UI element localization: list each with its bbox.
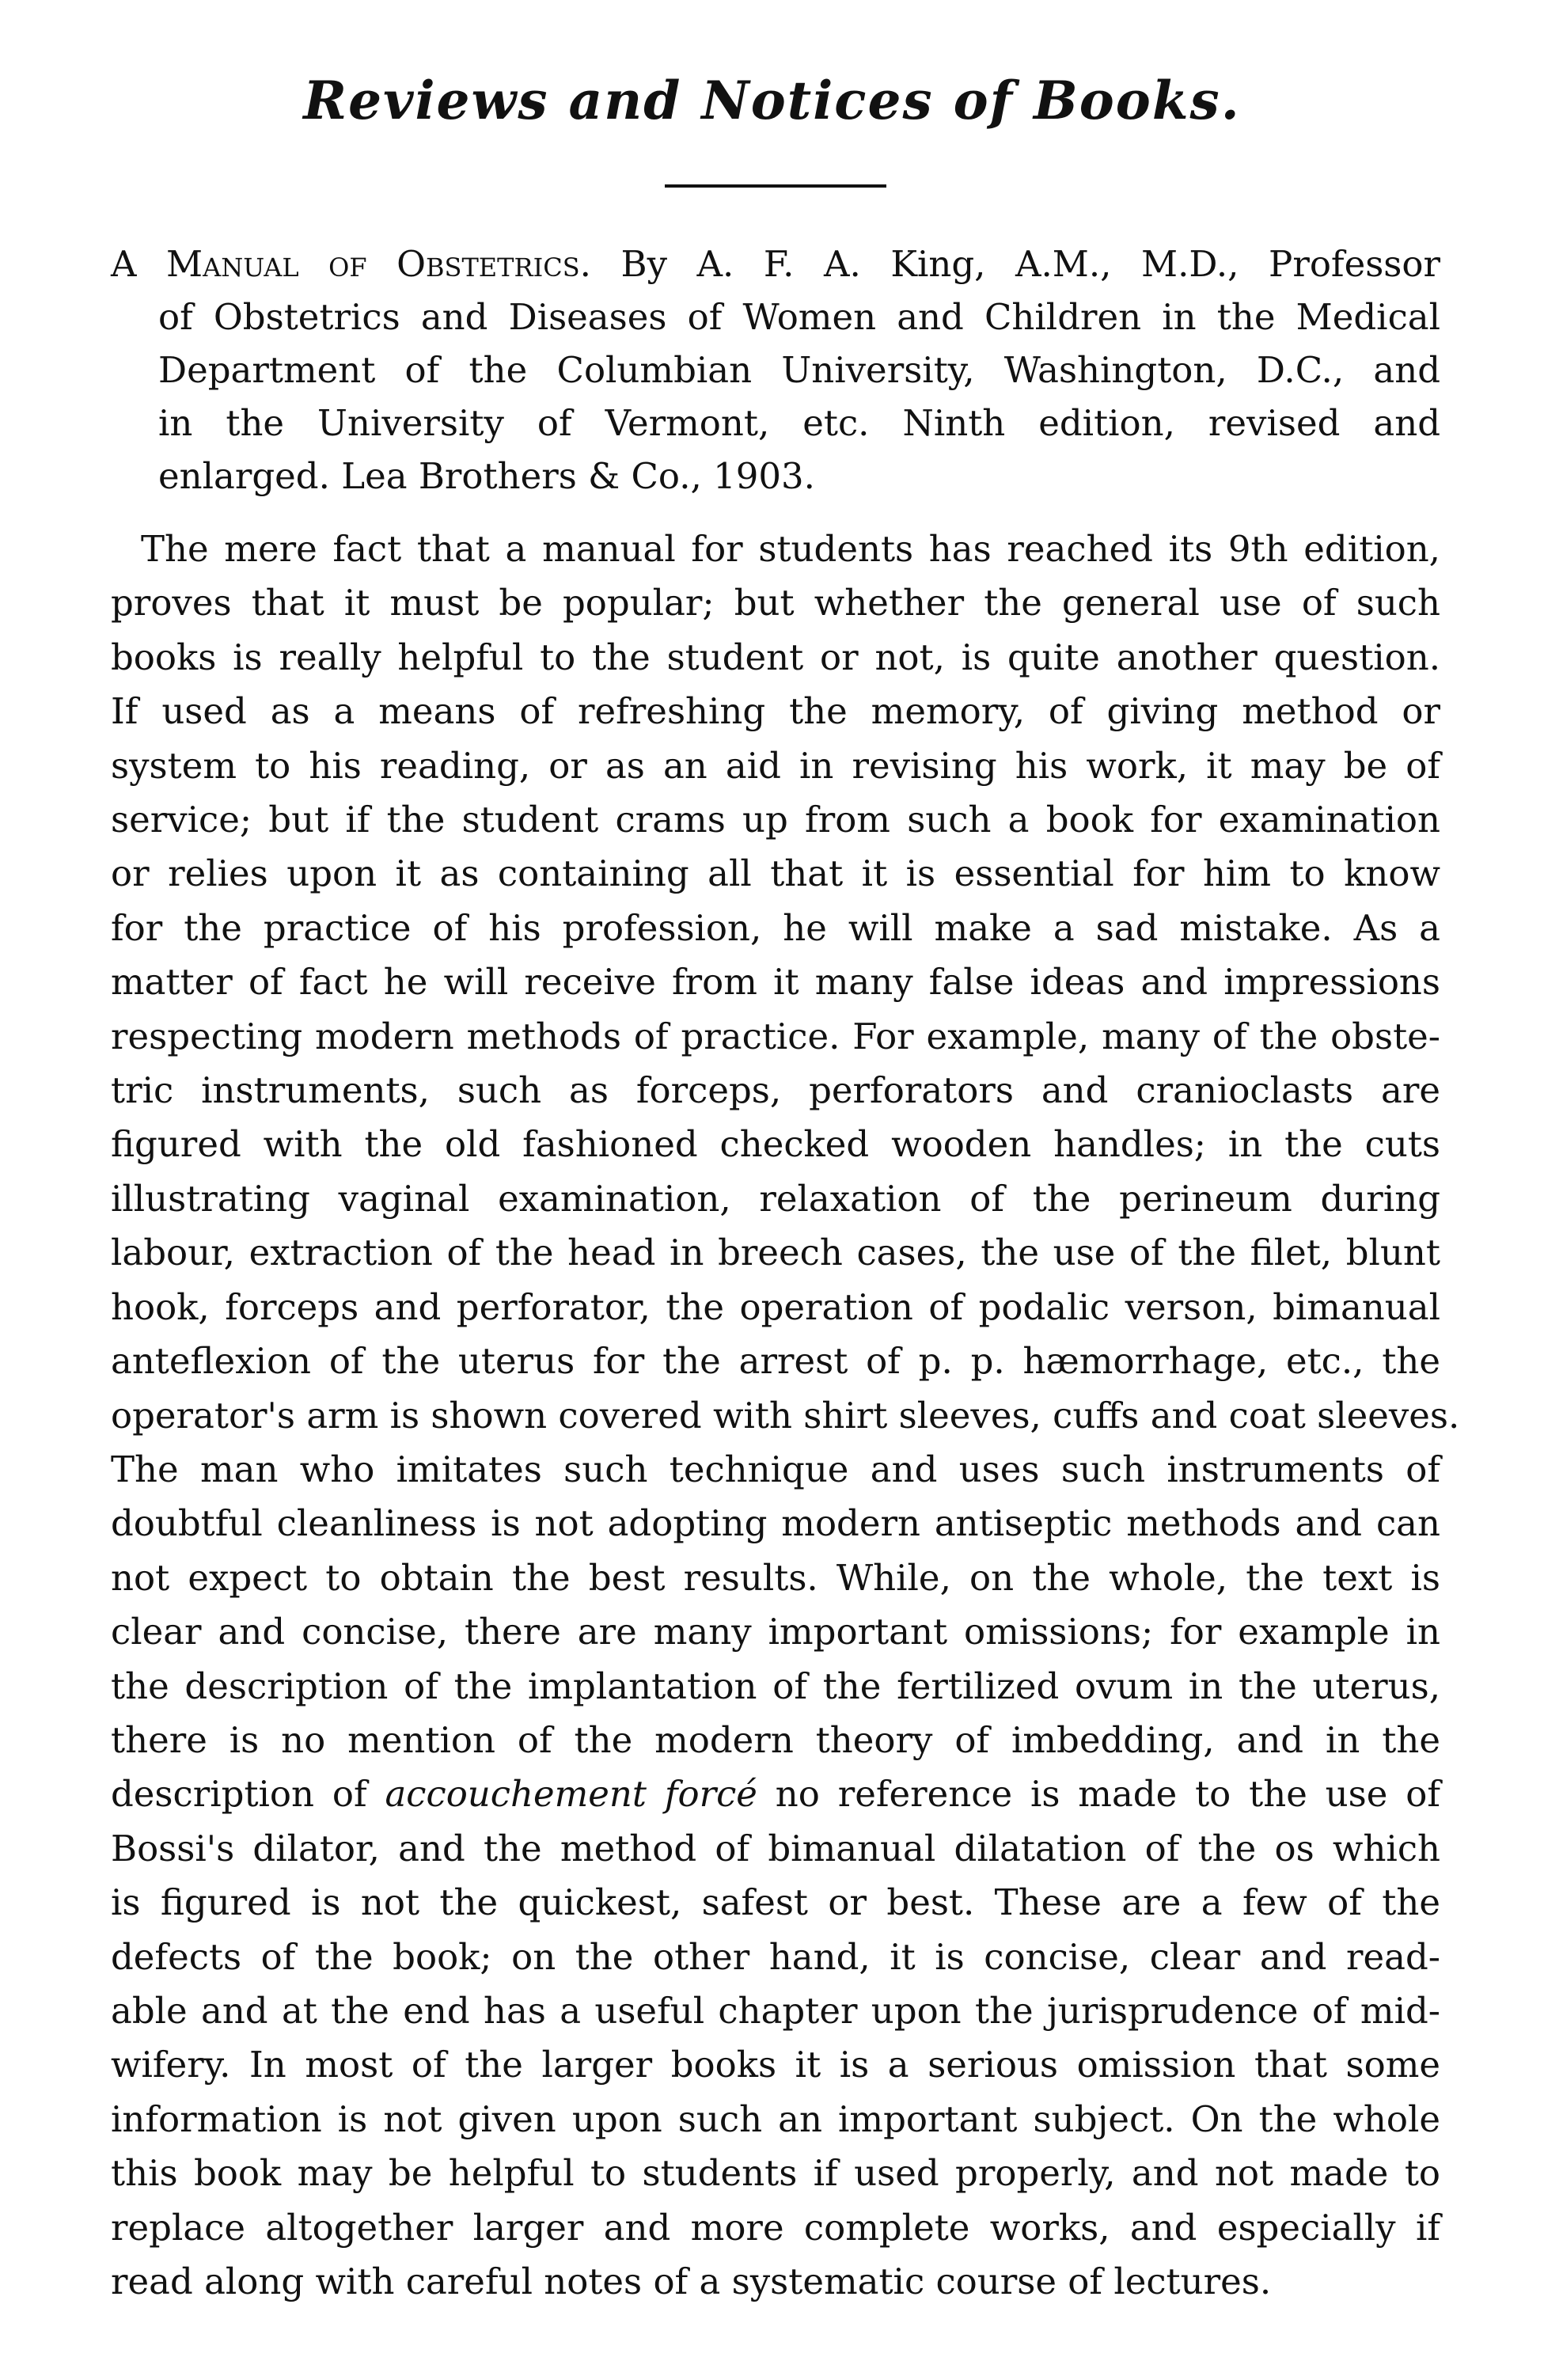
paragraph-line: service; but if the student crams up from such a book for examination: [111, 799, 1440, 841]
paragraph-line: this book may be helpful to students if used properly, and not made to: [111, 2152, 1440, 2195]
accouchement-italic: accouchement forcé: [385, 1773, 757, 1816]
paragraph-line: The mere fact that a manual for students has reached its 9th edition,: [141, 528, 1440, 570]
accouchement-before: description of: [111, 1773, 385, 1816]
review-paragraph: [111, 522, 1460, 2309]
paragraph-line: read along with careful notes of a systematic course of lectures.: [111, 2260, 1272, 2302]
accouchement-after: no reference is made to the use of: [757, 1773, 1440, 1816]
paragraph-line: books is really helpful to the student or not, is quite another question.: [111, 636, 1440, 678]
citation-line: Department of the Columbian University, Washington, D.C., and: [158, 349, 1440, 391]
paragraph-line: Bossi's dilator, and the method of bimanual dilatation of the os which: [111, 1827, 1440, 1869]
paragraph-line: respecting modern methods of practice. For example, many of the obste-: [111, 1015, 1440, 1057]
paragraph-line: information is not given upon such an important subject. On the whole: [111, 2097, 1440, 2140]
citation-line: [111, 237, 1440, 290]
paragraph-line: proves that it must be popular; but whether the general use of such: [111, 582, 1440, 624]
paragraph-line-accouchement: [111, 1767, 1440, 1821]
paragraph-line: operator's arm is shown covered with shirt sleeves, cuffs and coat sleeves.: [111, 1394, 1460, 1437]
paragraph-line: for the practice of his profession, he will make a sad mistake. As a: [111, 906, 1440, 949]
paragraph-line: The man who imitates such technique and uses such instruments of: [111, 1448, 1440, 1490]
paragraph-line: is figured is not the quickest, safest or best. These are a few of the: [111, 1881, 1440, 1924]
citation-author: By A. F. A. King, A.M., M.D., Professor: [620, 243, 1440, 285]
citation-line: in the University of Vermont, etc. Ninth edition, revised and: [158, 402, 1440, 444]
paragraph-line: not expect to obtain the best results. While, on the whole, the text is: [111, 1556, 1440, 1599]
paragraph-line: figured with the old fashioned checked wooden handles; in the cuts: [111, 1123, 1440, 1166]
paragraph-line: labour, extraction of the head in breech cases, the use of the filet, blunt: [111, 1232, 1440, 1274]
paragraph-line: replace altogether larger and more complete works, and especially if: [111, 2206, 1440, 2249]
paragraph-line: or relies upon it as containing all that it is essential for him to know: [111, 852, 1440, 895]
citation-line: enlarged. Lea Brothers & Co., 1903.: [158, 455, 815, 497]
book-citation: [111, 237, 1440, 503]
paragraph-line: defects of the book; on the other hand, it is concise, clear and read-: [111, 1935, 1440, 1978]
paragraph-line: hook, forceps and perforator, the operation of podalic verson, bimanual: [111, 1285, 1440, 1328]
paragraph-line: anteflexion of the uterus for the arrest of p. p. hæmorrhage, etc., the: [111, 1340, 1440, 1383]
paragraph-line: matter of fact he will receive from it many false ideas and impressions: [111, 961, 1440, 1004]
paragraph-line: the description of the implantation of the fertilized ovum in the uterus,: [111, 1664, 1440, 1707]
book-title: A Manual of Obstetrics.: [111, 243, 591, 285]
paragraph-line: able and at the end has a useful chapter upon the jurisprudence of mid-: [111, 1989, 1440, 2032]
paragraph-line: doubtful cleanliness is not adopting modern antiseptic methods and can: [111, 1502, 1440, 1545]
paragraph-line: there is no mention of the modern theory of imbedding, and in the: [111, 1718, 1440, 1761]
section-heading: Reviews and Notices of Books.: [303, 70, 1241, 131]
paragraph-line: If used as a means of refreshing the memory, of giving method or: [111, 690, 1440, 733]
paragraph-line: illustrating vaginal examination, relaxation of the perineum during: [111, 1177, 1440, 1220]
heading-rule: [665, 184, 886, 188]
paragraph-line: system to his reading, or as an aid in revising his work, it may be of: [111, 744, 1440, 787]
paragraph-line: clear and concise, there are many important omissions; for example in: [111, 1611, 1440, 1653]
paragraph-line: tric instruments, such as forceps, perforators and cranioclasts are: [111, 1069, 1440, 1112]
citation-line: of Obstetrics and Diseases of Women and Children in the Medical: [158, 296, 1440, 338]
paragraph-line: wifery. In most of the larger books it is a serious omission that some: [111, 2044, 1440, 2086]
